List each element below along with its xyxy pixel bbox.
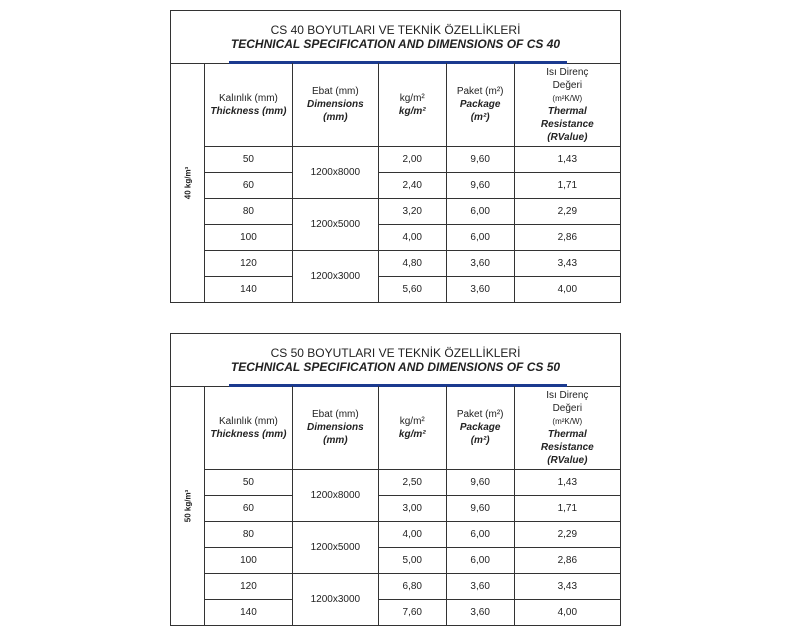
cell-package: 6,00 bbox=[446, 199, 514, 225]
cell-dimensions: 1200x5000 bbox=[292, 199, 378, 251]
cell-rvalue: 2,29 bbox=[514, 199, 620, 225]
cell-rvalue: 4,00 bbox=[514, 277, 620, 303]
cell-kg: 2,00 bbox=[378, 147, 446, 173]
cell-kg: 5,00 bbox=[378, 548, 446, 574]
table-row bbox=[205, 147, 621, 173]
col-thickness: Kalınlık (mm) Thickness (mm) bbox=[205, 386, 293, 470]
cell-package: 6,00 bbox=[446, 522, 514, 548]
table-row bbox=[205, 574, 621, 600]
cell-thickness: 120 bbox=[205, 574, 293, 600]
cell-rvalue: 3,43 bbox=[514, 251, 620, 277]
cell-rvalue: 2,86 bbox=[514, 548, 620, 574]
cell-thickness: 80 bbox=[205, 522, 293, 548]
table-row bbox=[205, 173, 621, 199]
cell-thickness: 60 bbox=[205, 496, 293, 522]
cell-rvalue: 2,86 bbox=[514, 225, 620, 251]
cell-thickness: 80 bbox=[205, 199, 293, 225]
cell-package: 3,60 bbox=[446, 277, 514, 303]
spec-table-cs50 bbox=[170, 333, 621, 626]
cell-kg: 4,80 bbox=[378, 251, 446, 277]
cell-rvalue: 2,29 bbox=[514, 522, 620, 548]
col-resistance: Isı Direnç Değeri (m²K/W) Thermal Resistance (RValue) bbox=[514, 386, 620, 470]
cell-thickness: 100 bbox=[205, 548, 293, 574]
table-row bbox=[205, 277, 621, 303]
table-header bbox=[171, 334, 620, 387]
cell-kg: 2,40 bbox=[378, 173, 446, 199]
cell-kg: 4,00 bbox=[378, 522, 446, 548]
cell-package: 9,60 bbox=[446, 496, 514, 522]
cell-rvalue: 1,43 bbox=[514, 147, 620, 173]
col-resistance: Isı Direnç Değeri (m²K/W) Thermal Resistance (RValue) bbox=[514, 63, 620, 147]
cell-thickness: 50 bbox=[205, 470, 293, 496]
cell-rvalue: 3,43 bbox=[514, 574, 620, 600]
col-dimensions: Ebat (mm) Dimensions (mm) bbox=[292, 63, 378, 147]
title-tr: CS 50 BOYUTLARI VE TEKNİK ÖZELLİKLERİ bbox=[270, 346, 521, 360]
column-header-row bbox=[205, 63, 621, 147]
cell-kg: 3,20 bbox=[378, 199, 446, 225]
table-header bbox=[171, 11, 620, 64]
cell-dimensions: 1200x5000 bbox=[292, 522, 378, 574]
density-label: 40 kg/m³ bbox=[171, 63, 205, 302]
cell-kg: 4,00 bbox=[378, 225, 446, 251]
col-dimensions: Ebat (mm) Dimensions (mm) bbox=[292, 386, 378, 470]
cell-rvalue: 1,71 bbox=[514, 173, 620, 199]
cell-thickness: 100 bbox=[205, 225, 293, 251]
table-row bbox=[205, 225, 621, 251]
cell-package: 3,60 bbox=[446, 251, 514, 277]
cell-kg: 3,00 bbox=[378, 496, 446, 522]
cell-package: 6,00 bbox=[446, 548, 514, 574]
col-kg: kg/m² kg/m² bbox=[378, 63, 446, 147]
column-header-row bbox=[205, 386, 621, 470]
spec-grid bbox=[204, 386, 620, 626]
col-package: Paket (m²) Package (m²) bbox=[446, 63, 514, 147]
table-row bbox=[205, 600, 621, 626]
table-row bbox=[205, 199, 621, 225]
cell-dimensions: 1200x8000 bbox=[292, 470, 378, 522]
cell-thickness: 60 bbox=[205, 173, 293, 199]
spec-grid bbox=[204, 63, 620, 303]
col-thickness: Kalınlık (mm) Thickness (mm) bbox=[205, 63, 293, 147]
cell-rvalue: 1,43 bbox=[514, 470, 620, 496]
cell-package: 3,60 bbox=[446, 574, 514, 600]
table-row bbox=[205, 496, 621, 522]
table-row bbox=[205, 251, 621, 277]
cell-kg: 5,60 bbox=[378, 277, 446, 303]
cell-thickness: 140 bbox=[205, 277, 293, 303]
cell-kg: 6,80 bbox=[378, 574, 446, 600]
title-en: TECHNICAL SPECIFICATION AND DIMENSIONS OF CS 40 bbox=[230, 37, 561, 51]
cell-package: 6,00 bbox=[446, 225, 514, 251]
density-label: 50 kg/m³ bbox=[171, 386, 205, 625]
cell-kg: 7,60 bbox=[378, 600, 446, 626]
cell-thickness: 120 bbox=[205, 251, 293, 277]
cell-package: 3,60 bbox=[446, 600, 514, 626]
cell-kg: 2,50 bbox=[378, 470, 446, 496]
cell-rvalue: 4,00 bbox=[514, 600, 620, 626]
table-row bbox=[205, 522, 621, 548]
cell-thickness: 50 bbox=[205, 147, 293, 173]
col-kg: kg/m² kg/m² bbox=[378, 386, 446, 470]
spec-table-cs40 bbox=[170, 10, 621, 303]
table-row bbox=[205, 548, 621, 574]
cell-dimensions: 1200x3000 bbox=[292, 574, 378, 626]
table-row bbox=[205, 470, 621, 496]
cell-package: 9,60 bbox=[446, 470, 514, 496]
title-tr: CS 40 BOYUTLARI VE TEKNİK ÖZELLİKLERİ bbox=[270, 23, 521, 37]
cell-package: 9,60 bbox=[446, 173, 514, 199]
title-en: TECHNICAL SPECIFICATION AND DIMENSIONS OF CS 50 bbox=[230, 360, 561, 374]
col-package: Paket (m²) Package (m²) bbox=[446, 386, 514, 470]
cell-dimensions: 1200x3000 bbox=[292, 251, 378, 303]
cell-dimensions: 1200x8000 bbox=[292, 147, 378, 199]
cell-thickness: 140 bbox=[205, 600, 293, 626]
cell-rvalue: 1,71 bbox=[514, 496, 620, 522]
cell-package: 9,60 bbox=[446, 147, 514, 173]
